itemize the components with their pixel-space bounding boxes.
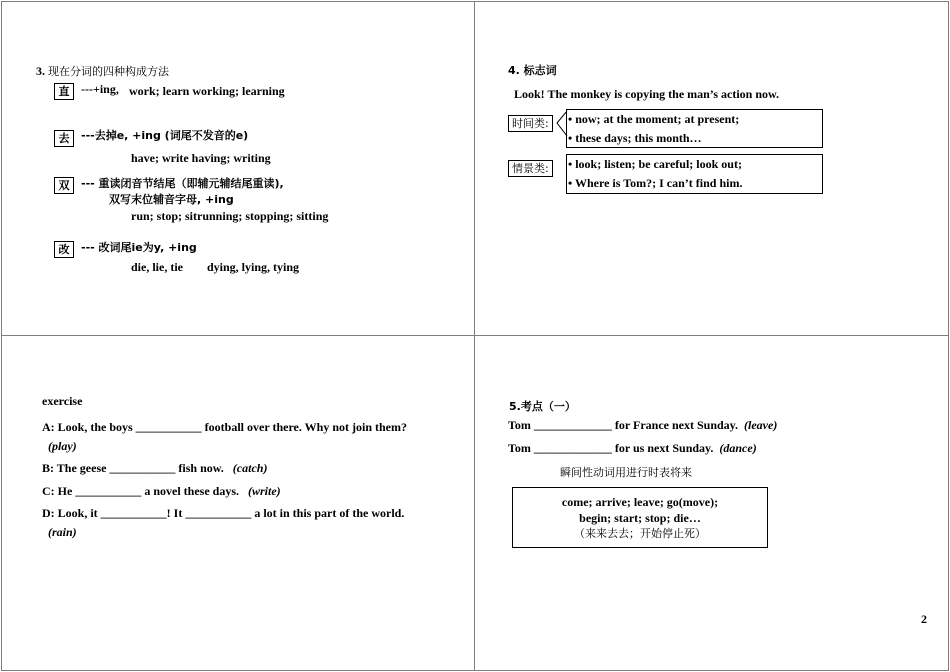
exercise-item-a: A: Look, the boys ___________ football over there. Why not join them? — [42, 420, 408, 434]
slide2-title: 4. 标志词 — [508, 64, 557, 77]
test-line-1: Tom _____________ for France next Sunday. (leave) — [508, 418, 778, 432]
slide1-title-num: 3. — [36, 64, 45, 78]
vertical-divider — [474, 1, 475, 671]
page-frame — [1, 1, 949, 671]
exercise-hint-a: (play) — [48, 439, 77, 453]
test-note: 瞬间性动词用进行时表将来 — [560, 466, 692, 479]
verb-box — [512, 487, 768, 548]
group-item-situation-1: • look; listen; be careful; look out; — [568, 157, 742, 171]
verb-box-line-2: begin; start; stop; die… — [579, 511, 701, 525]
exercise-hint-b: (catch) — [232, 461, 268, 475]
exercise-item-c: C: He ___________ a novel these days. (write) — [42, 484, 281, 498]
verb-box-line-1: come; arrive; leave; go(move); — [561, 495, 719, 509]
test-hint-1: (leave) — [744, 418, 778, 432]
rule-tag-direct: 直 — [54, 83, 74, 100]
rule-desc-change-ie: --- 改词尾ie为y, +ing — [81, 241, 197, 254]
rule-example-change-ie-ing: dying, lying, tying — [207, 260, 300, 274]
verb-box-line-3: （来来去去；开始停止死） — [574, 527, 706, 540]
test-hint-2: (dance) — [719, 441, 757, 455]
exercise-hint-c: (write) — [248, 484, 281, 498]
exercise-hint-d: (rain) — [48, 525, 77, 539]
group-item-time-1: • now; at the moment; at present; — [568, 112, 740, 126]
rule-example-drop-e: have; write having; writing — [131, 151, 271, 165]
horizontal-divider — [1, 335, 948, 336]
group-label-situation: 情景类: — [508, 160, 553, 177]
exercise-item-b: B: The geese ___________ fish now. (catch) — [42, 461, 268, 475]
rule-example-direct: work; learn working; learning — [129, 84, 285, 98]
slide1-title — [36, 64, 169, 79]
group-item-time-2: • these days; this month… — [568, 131, 702, 145]
rule-desc-double: --- 重读闭音节结尾（即辅元辅结尾重读), — [81, 177, 284, 190]
slide4-title: 5.考点（一） — [509, 400, 576, 413]
slide3-title: exercise — [42, 394, 83, 408]
slide2-sentence: Look! The monkey is copying the man’s action now. — [514, 87, 780, 101]
rule-example-double: run; stop; sitrunning; stopping; sitting — [131, 209, 329, 223]
slide1-title-cn: 现在分词的四种构成方法 — [48, 65, 169, 78]
rule-tag-double: 双 — [54, 177, 74, 194]
exercise-item-d: D: Look, it ___________! It ___________ a lot in this part of the world. — [42, 506, 405, 520]
rule-tag-change-ie: 改 — [54, 241, 74, 258]
rule-example-change-ie-base: die, lie, tie — [131, 260, 183, 274]
rule-desc-drop-e: ---去掉e, +ing (词尾不发音的e) — [81, 129, 249, 142]
rule-tag-drop-e: 去 — [54, 130, 74, 147]
test-line-2: Tom _____________ for us next Sunday. (dance) — [508, 441, 757, 455]
group-label-time: 时间类: — [508, 115, 553, 132]
rule-desc-direct: ---+ing, — [81, 82, 119, 96]
rule-line-double: 双写末位辅音字母, +ing — [109, 193, 234, 206]
page-number: 2 — [921, 612, 927, 626]
group-item-situation-2: • Where is Tom?; I can’t find him. — [568, 176, 743, 190]
